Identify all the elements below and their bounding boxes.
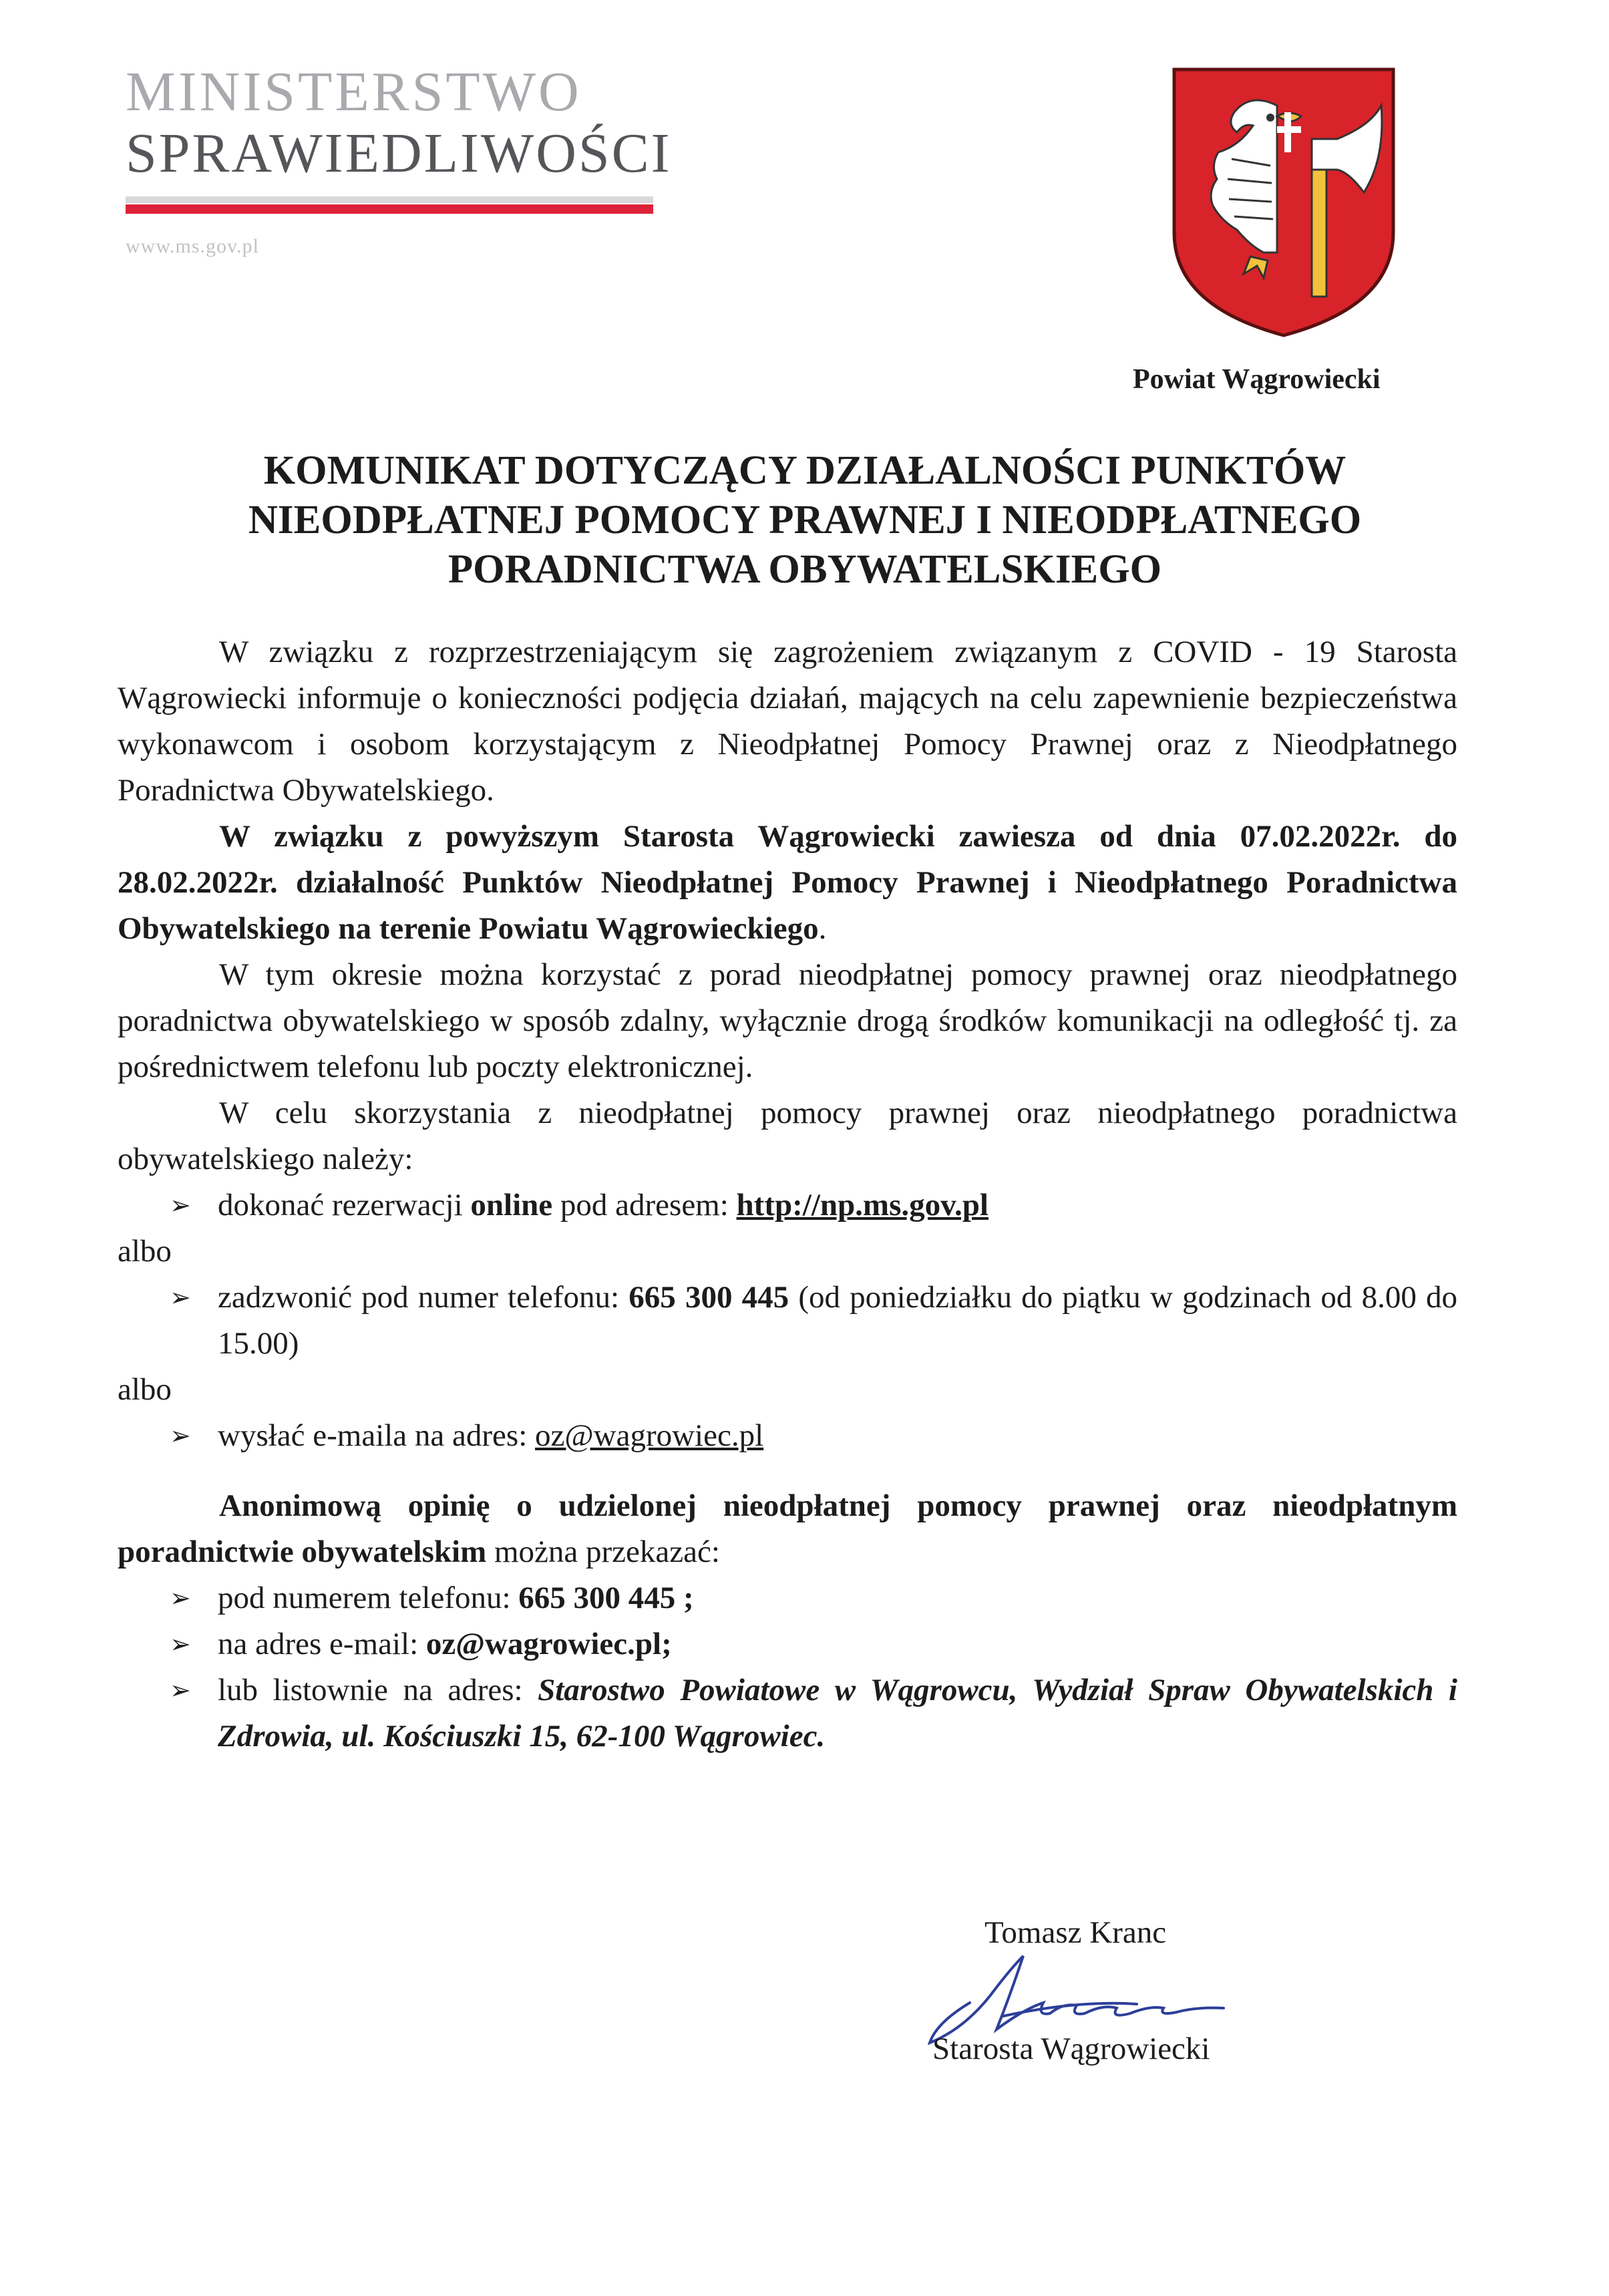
remote-paragraph: W tym okresie można korzystać z porad nieodpłatnej pomocy prawnej oraz nieodpłatnego poradnictwa obywatelskiego w sposób zdalny, wyłącznie drogą środków komunikacji na odległość tj. za pośrednictwem telefonu lub poczty elektronicznej. (118, 957, 1457, 1084)
flag-red-bar (126, 204, 653, 214)
feedback-post-prefix: lub listownie na adres: (218, 1673, 538, 1707)
list-item-email (118, 1413, 1457, 1459)
feedback-post-address: Starostwo Powiatowe w Wągrowcu, Wydział Spraw Obywatelskich i Zdrowia, ul. Kościuszki 15, 62-100 Wągrowiec. (218, 1673, 1457, 1754)
feedback-item-phone (118, 1575, 1457, 1621)
feedback-email-prefix: na adres e-mail: (218, 1627, 426, 1661)
how-to-paragraph: W celu skorzystania z nieodpłatnej pomocy prawnej oraz nieodpłatnego poradnictwa obywatelskiego należy: (118, 1096, 1457, 1176)
ministry-url: www.ms.gov.pl (126, 235, 259, 257)
ministry-name-line1: MINISTERSTWO (126, 61, 582, 123)
feedback-email[interactable]: oz@wagrowiec.pl; (425, 1627, 672, 1661)
feedback-item-post (118, 1667, 1457, 1760)
arrow-bullet-icon: ➢ (170, 1583, 191, 1613)
ministry-name-line2: SPRAWIEDLIWOŚCI (126, 122, 672, 184)
arrow-bullet-icon: ➢ (170, 1283, 191, 1312)
feedback-intro-bold: Anonimową opinię o udzielonej nieodpłatnej pomocy prawnej oraz nieodpłatnym poradnictwie obywatelskim (118, 1488, 1457, 1569)
feedback-intro-rest: można przekazać: (486, 1534, 720, 1569)
document-body (118, 629, 1457, 1760)
online-mid: pod adresem: (552, 1188, 737, 1222)
feedback-phone: 665 300 445 ; (518, 1581, 694, 1615)
online-prefix: dokonać rezerwacji (218, 1188, 471, 1222)
suspension-paragraph (118, 814, 1457, 952)
online-bold: online (470, 1188, 553, 1222)
arrow-bullet-icon: ➢ (170, 1190, 191, 1220)
signatory-name: Tomasz Kranc (985, 1915, 1167, 1950)
arrow-bullet-icon: ➢ (170, 1421, 191, 1450)
email-prefix: wysłać e-maila na adres: (218, 1418, 536, 1453)
page-title: KOMUNIKAT DOTYCZĄCY DZIAŁALNOŚCI PUNKTÓW NIEODPŁATNEJ POMOCY PRAWNEJ I NIEODPŁATNEGO PORADNICTWA OBYWATELSKIEGO (248, 448, 1362, 592)
phone-number: 665 300 445 (629, 1280, 789, 1315)
feedback-phone-prefix: pod numerem telefonu: (218, 1581, 519, 1615)
flag-white-bar (126, 196, 653, 203)
feedback-item-email (118, 1621, 1457, 1667)
or-label-2: albo (118, 1372, 172, 1407)
ministry-logo (126, 61, 672, 258)
email-link[interactable]: oz@wagrowiec.pl (535, 1418, 764, 1453)
arrow-bullet-icon: ➢ (170, 1675, 191, 1705)
signatory-role: Starosta Wągrowiecki (932, 2031, 1210, 2066)
intro-paragraph: W związku z rozprzestrzeniającym się zagrożeniem związanym z COVID - 19 Starosta Wągrowiecki informuje o konieczności podjęcia działań, mających na celu zapewnienie bezpieczeństwa wykonawcom i osobom korzystającym z Nieodpłatnej Pomocy Prawnej oraz z Nieodpłatnego Poradnictwa Obywatelskiego. (118, 635, 1457, 808)
or-label-1: albo (118, 1234, 172, 1269)
list-item-phone (118, 1275, 1457, 1367)
ministry-flag-bars (126, 194, 653, 220)
phone-hours: (od poniedziałku do piątku w godzinach od 8.00 do 15.00) (218, 1280, 1458, 1361)
county-coat-of-arms-icon (1170, 65, 1397, 339)
suspension-text: W związku z powyższym Starosta Wągrowiecki zawiesza od dnia 07.02.2022r. do 28.02.2022r. działalność Punktów Nieodpłatnej Pomocy Prawnej i Nieodpłatnego Poradnictwa Obywatelskiego na terenie Powiatu Wągrowieckiego (118, 819, 1457, 946)
reservation-link[interactable]: http://np.ms.gov.pl (736, 1188, 989, 1222)
phone-prefix: zadzwonić pod numer telefonu: (218, 1280, 629, 1315)
county-label: Powiat Wągrowiecki (1133, 364, 1381, 395)
arrow-bullet-icon: ➢ (170, 1629, 191, 1659)
list-item-online (118, 1182, 1457, 1228)
suspension-end: . (818, 911, 827, 946)
feedback-paragraph (118, 1483, 1457, 1575)
